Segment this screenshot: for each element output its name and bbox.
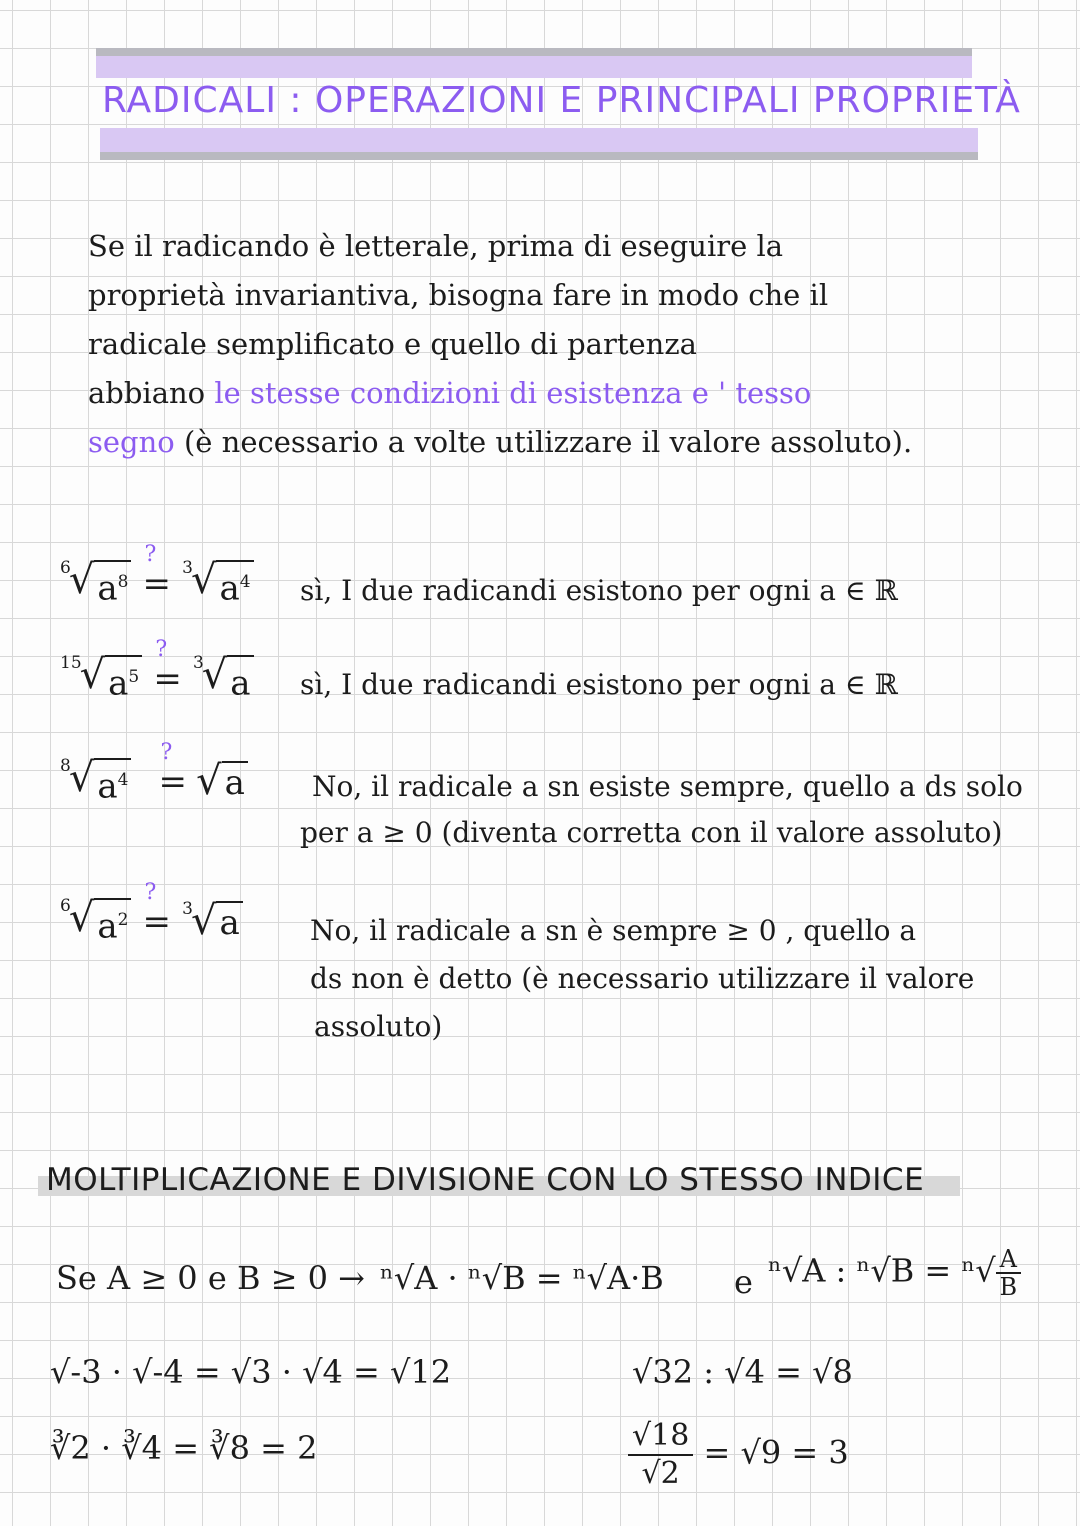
- intro-highlight-1: le stesse condizioni di esistenza e ' tesso: [214, 376, 812, 410]
- radical-left: 15 √ $a^5$: [60, 655, 142, 703]
- example-1-equation: [60, 542, 254, 609]
- example-4-description-line-2: ds non è detto (è necessario utilizzare il valore: [310, 962, 975, 995]
- fraction-numerator: A: [996, 1246, 1021, 1274]
- intro-line-1: Se il radicando è letterale, prima di eseguire la: [88, 229, 784, 263]
- example-4-description-line-3: assoluto): [314, 1010, 443, 1043]
- title-band-top: [96, 56, 972, 78]
- div-example-2-result: = √9 = 3: [703, 1433, 849, 1472]
- example-2-equation: [60, 637, 254, 704]
- intro-line-4-a: abbiano: [88, 376, 215, 410]
- question-equal: ? =: [142, 542, 172, 605]
- intro-line-5-b: (è necessario a volte utilizzare il valore assoluto).: [174, 425, 913, 459]
- radical-left: 6 √ $a^2$: [60, 898, 131, 946]
- radical-right: 3 √ a: [193, 655, 254, 703]
- rule-fraction: [996, 1246, 1021, 1300]
- rule-multiplication: ⁿ√A · ⁿ√B = ⁿ√A·B: [380, 1259, 664, 1297]
- intro-line-5: [88, 418, 1048, 467]
- page-title: RADICALI : OPERAZIONI E PRINCIPALI PROPRIETÀ: [102, 80, 1021, 121]
- example-3-equation: [60, 740, 248, 807]
- intro-paragraph: [88, 222, 1048, 467]
- title-band-bottom-dark: [100, 152, 978, 160]
- rule-division-text: ⁿ√A : ⁿ√B = ⁿ√: [768, 1251, 996, 1290]
- example-4-description-line-1: No, il radicale a sn è sempre ≥ 0 , quello a: [310, 914, 917, 947]
- intro-line-2: proprietà invariantiva, bisogna fare in modo che il: [88, 278, 829, 312]
- mult-example-2: ∛2 · ∛4 = ∛8 = 2: [50, 1429, 318, 1467]
- rule-and: e: [734, 1263, 753, 1301]
- section-heading: MOLTIPLICAZIONE E DIVISIONE CON LO STESSO INDICE: [46, 1162, 925, 1198]
- rule-prefix: Se A ≥ 0 e B ≥ 0 →: [56, 1259, 365, 1297]
- example-2-description: sì, I due radicandi esistono per ogni a ∈ ℝ: [300, 668, 898, 701]
- mult-example-1: √-3 · √-4 = √3 · √4 = √12: [50, 1353, 452, 1391]
- question-equal: ? =: [142, 880, 172, 943]
- title-band-top-dark: [96, 48, 972, 56]
- div-example-2-fraction: [628, 1418, 693, 1492]
- div-example-2-denominator: √2: [641, 1456, 680, 1491]
- radical-left: 8 √ $a^4$: [60, 758, 131, 806]
- div-example-2-numerator: √18: [628, 1418, 693, 1456]
- title-band-bottom: [100, 128, 978, 152]
- rule-division: [768, 1246, 1021, 1300]
- question-equal: ? =: [158, 740, 188, 803]
- div-example-2: [628, 1418, 849, 1492]
- radical-right: √ a: [198, 761, 248, 803]
- question-equal: ? =: [153, 637, 182, 700]
- radical-right: 3 √ a: [182, 901, 243, 943]
- radical-right: 3 √ $a^4$: [182, 560, 253, 608]
- example-3-description-line-1: No, il radicale a sn esiste sempre, quello a ds solo: [312, 770, 1023, 803]
- example-1-description: sì, I due radicandi esistono per ogni a ∈ ℝ: [300, 574, 898, 607]
- intro-highlight-2: segno: [88, 425, 175, 459]
- intro-line-3: radicale semplificato e quello di partenza: [88, 327, 697, 361]
- intro-line-4: [88, 369, 1048, 418]
- example-3-description-line-2: per a ≥ 0 (diventa corretta con il valore assoluto): [300, 816, 1003, 849]
- example-4-equation: [60, 880, 243, 947]
- fraction-denominator: B: [999, 1273, 1018, 1301]
- radical-left: 6 √ $a^8$: [60, 560, 131, 608]
- div-example-1: √32 : √4 = √8: [632, 1353, 853, 1391]
